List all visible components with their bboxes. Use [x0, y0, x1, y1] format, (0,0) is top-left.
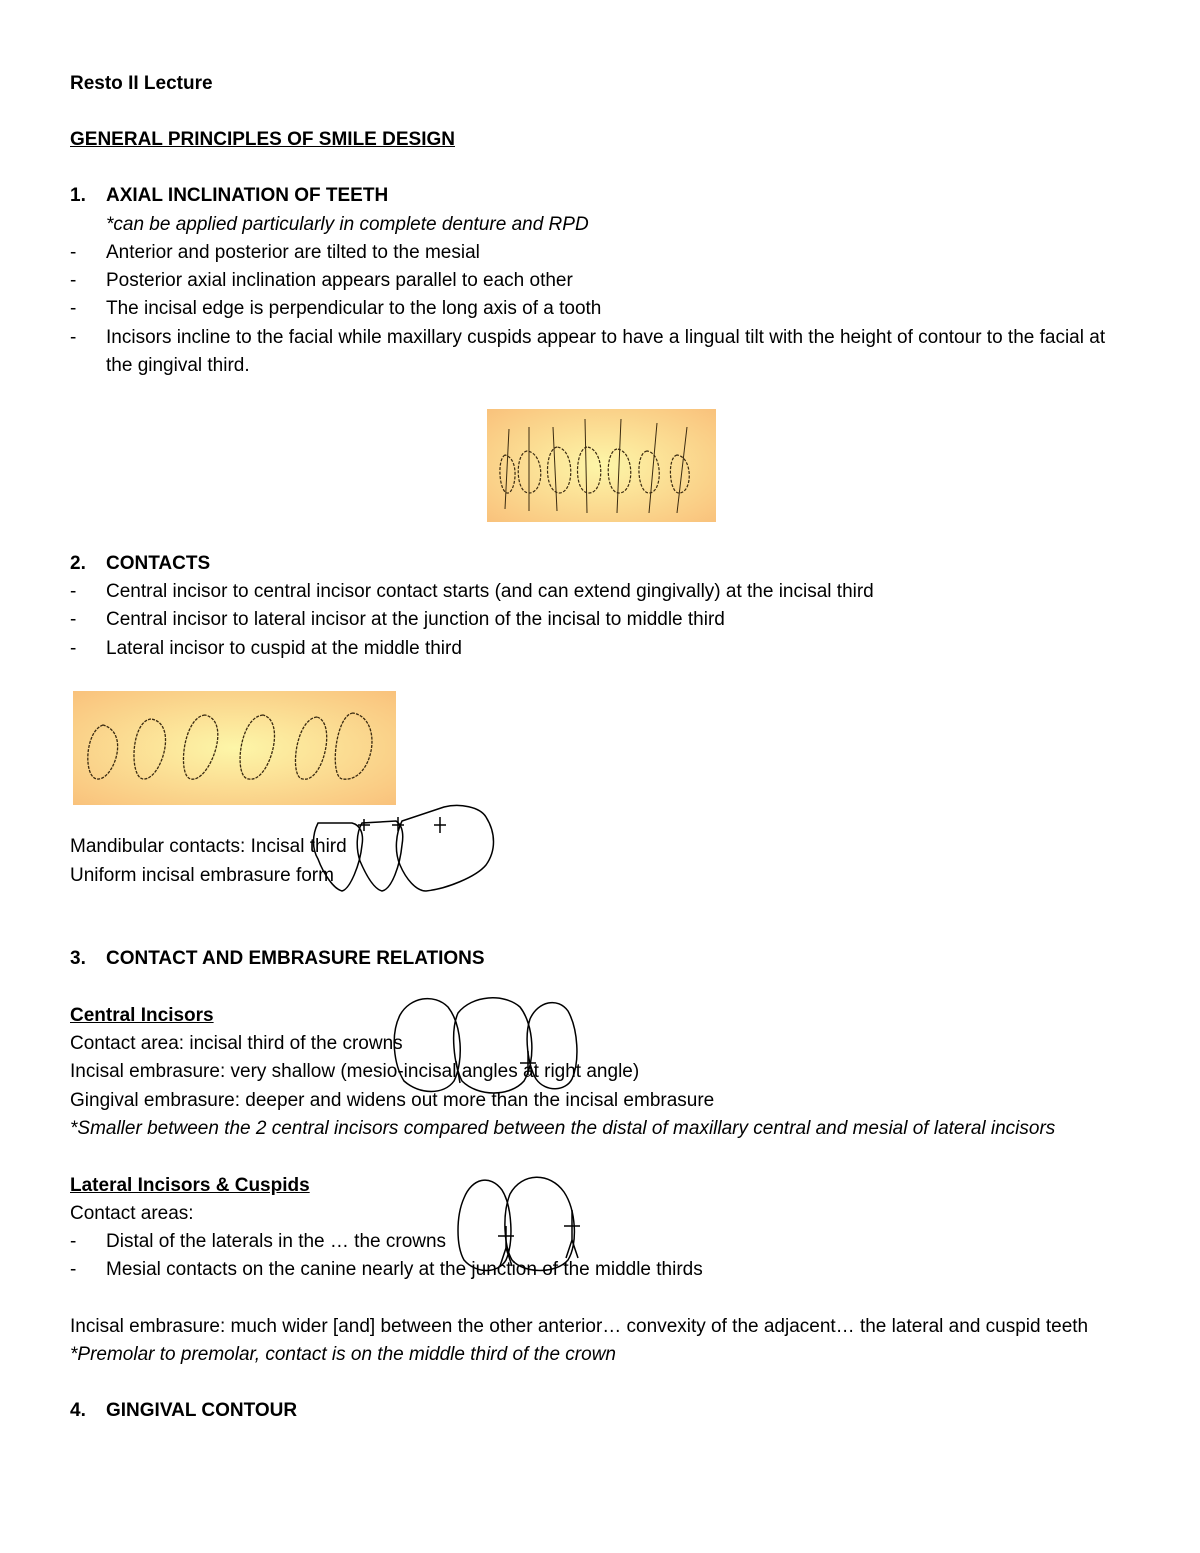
lateral-bullet-1: Distal of the laterals in the … the crowns [106, 1231, 447, 1252]
bullet-dash: - [70, 1231, 77, 1252]
section2-bullet-2: Central incisor to lateral incisor at the junction of the incisal to middle third [106, 609, 725, 630]
bullet-dash: - [70, 1259, 77, 1280]
mandibular-contacts-text: Mandibular contacts: Incisal third [70, 836, 347, 857]
central-incisors-heading: Central Incisors [70, 1005, 214, 1026]
bullet-dash: - [70, 270, 77, 291]
central-gingival-embrasure: Gingival embrasure: deeper and widens out more than the incisal embrasure [70, 1090, 715, 1111]
contacts-figure [73, 691, 396, 805]
section2-bullet-3: Lateral incisor to cuspid at the middle third [106, 638, 462, 659]
section2-number: 2. [70, 553, 86, 574]
lateral-cuspid-figure [452, 1170, 587, 1280]
lateral-contact-areas: Contact areas: [70, 1203, 194, 1224]
mandibular-teeth-figure [310, 805, 500, 895]
main-heading: GENERAL PRINCIPLES OF SMILE DESIGN [70, 129, 455, 150]
lateral-cuspids-heading: Lateral Incisors & Cuspids [70, 1175, 310, 1196]
section1-note: *can be applied particularly in complete denture and RPD [106, 214, 589, 235]
section2-bullet-1: Central incisor to central incisor contact starts (and can extend gingivally) at the incisal third [106, 581, 874, 602]
central-contact-area: Contact area: incisal third of the crowns [70, 1033, 403, 1054]
section1-bullet-1: Anterior and posterior are tilted to the mesial [106, 242, 480, 263]
section1-bullet-3: The incisal edge is perpendicular to the long axis of a tooth [106, 298, 602, 319]
section1-bullet-4-cont: the gingival third. [106, 355, 250, 376]
section4-number: 4. [70, 1400, 86, 1421]
section3-heading: CONTACT AND EMBRASURE RELATIONS [106, 948, 485, 969]
document-title: Resto II Lecture [70, 73, 213, 94]
section3-number: 3. [70, 948, 86, 969]
section2-heading: CONTACTS [106, 553, 211, 574]
lateral-bullet-2: Mesial contacts on the canine nearly at the junction of the middle thirds [106, 1259, 703, 1280]
lateral-incisal-embrasure: Incisal embrasure: much wider [and] between the other anterior… convexity of the adjacent… the lateral and cuspid teeth [70, 1316, 1089, 1337]
bullet-dash: - [70, 327, 77, 348]
section1-bullet-2: Posterior axial inclination appears parallel to each other [106, 270, 573, 291]
axial-inclination-figure [487, 409, 716, 522]
central-incisors-figure [390, 995, 585, 1105]
section1-number: 1. [70, 185, 86, 206]
bullet-dash: - [70, 298, 77, 319]
mandibular-embrasure-text: Uniform incisal embrasure form [70, 865, 334, 886]
section4-heading: GINGIVAL CONTOUR [106, 1400, 298, 1421]
bullet-dash: - [70, 242, 77, 263]
section1-bullet-4: Incisors incline to the facial while maxillary cuspids appear to have a lingual tilt with the height of contour to the facial at [106, 327, 1106, 348]
bullet-dash: - [70, 581, 77, 602]
central-note: *Smaller between the 2 central incisors compared between the distal of maxillary central and mesial of lateral incisors [70, 1118, 1056, 1139]
section1-heading: AXIAL INCLINATION OF TEETH [106, 185, 389, 206]
premolar-note: *Premolar to premolar, contact is on the middle third of the crown [70, 1344, 616, 1365]
bullet-dash: - [70, 609, 77, 630]
central-incisal-embrasure: Incisal embrasure: very shallow (mesio-incisal angles at right angle) [70, 1061, 640, 1082]
bullet-dash: - [70, 638, 77, 659]
